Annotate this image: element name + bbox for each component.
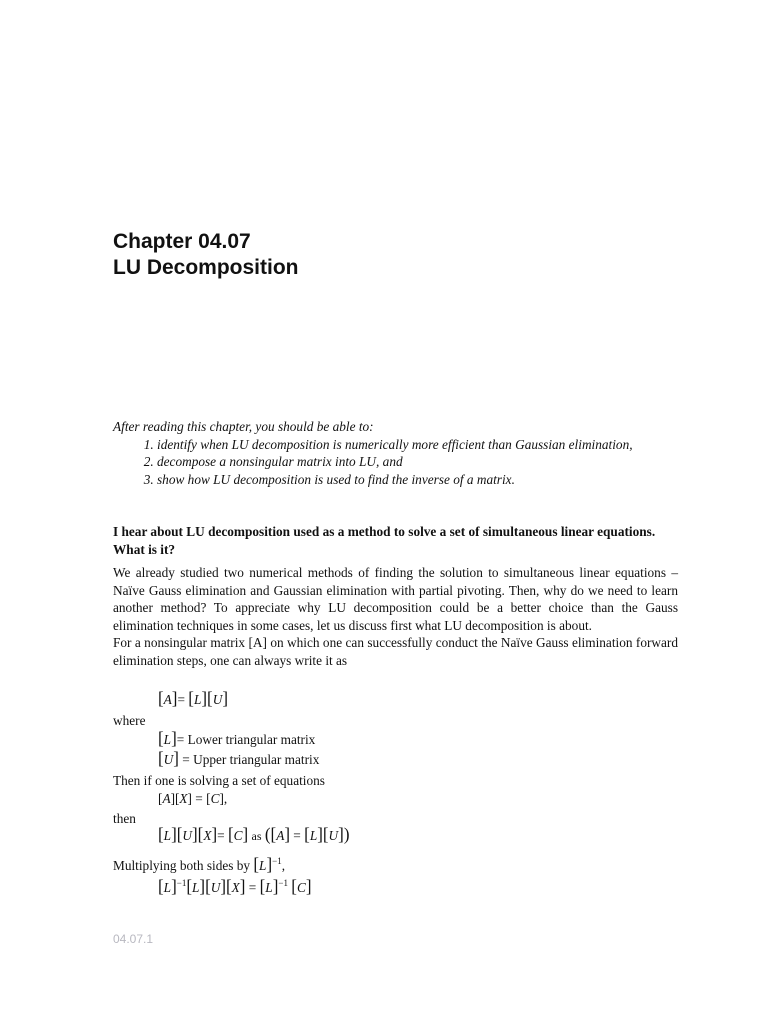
objective-item: 2. decompose a nonsingular matrix into LU, and — [157, 453, 678, 471]
multiplying-text: Multiplying both sides by — [113, 858, 251, 873]
lower-def-text: = Lower triangular matrix — [176, 732, 316, 747]
body-text — [113, 564, 678, 669]
objective-item: 3. show how LU decomposition is used to find the inverse of a matrix. — [157, 471, 678, 489]
chapter-heading — [113, 229, 299, 281]
multiplying-line: Multiplying both sides by $[L]^{-1}$, — [113, 854, 286, 875]
page-number: 04.07.1 — [113, 932, 154, 946]
upper-definition: [U] = Upper triangular matrix — [158, 748, 320, 769]
learning-objectives — [113, 418, 678, 488]
objectives-lead: After reading this chapter, you should be able to: — [113, 419, 374, 434]
then-label: then — [113, 811, 136, 826]
where-label: where — [113, 713, 146, 728]
as-word: as — [251, 829, 262, 843]
equation-ax-equals-c: [A][X] = [C], — [158, 791, 228, 806]
lower-definition: [L]= Lower triangular matrix — [158, 728, 316, 749]
then-if-label: Then if one is solving a set of equations — [113, 773, 325, 788]
chapter-number: Chapter 04.07 — [113, 230, 251, 253]
chapter-title: LU Decomposition — [113, 256, 299, 279]
paragraph-nonsingular — [113, 634, 678, 669]
equation-inverse-multiply: $[L]^{-1}[L][U][X] = [L]^{-1}$ [C] — [158, 876, 312, 897]
paragraph-intro: We already studied two numerical methods of finding the solution to simultaneous linear equations – Naïve Gauss elimination and Gaussian elimination with partial pivoting. Then, why do we need to learn another method? To appreciate why LU decomposition could be a better choice than the Gauss elimination techniques in some cases, let us discuss first what LU decomposition is about. — [113, 565, 678, 633]
upper-def-text: = Upper triangular matrix — [182, 752, 320, 767]
objectives-list — [113, 436, 678, 489]
section-question: I hear about LU decomposition used as a method to solve a set of simultaneous linear equations. What is it? — [113, 524, 656, 557]
paragraph-nonsingular-text: For a nonsingular matrix [A] on which one can successfully conduct the Naïve Gauss elimination forward elimination steps, one can always write it as — [113, 635, 678, 668]
objective-item: 1. identify when LU decomposition is numerically more efficient than Gaussian elimination, — [157, 436, 678, 454]
equation-a-equals-lu: [A]= [L][U] — [158, 688, 228, 709]
equation-lux-equals-c: [L][U][X]= [C] as ([A] = [L][U]) — [158, 824, 350, 845]
